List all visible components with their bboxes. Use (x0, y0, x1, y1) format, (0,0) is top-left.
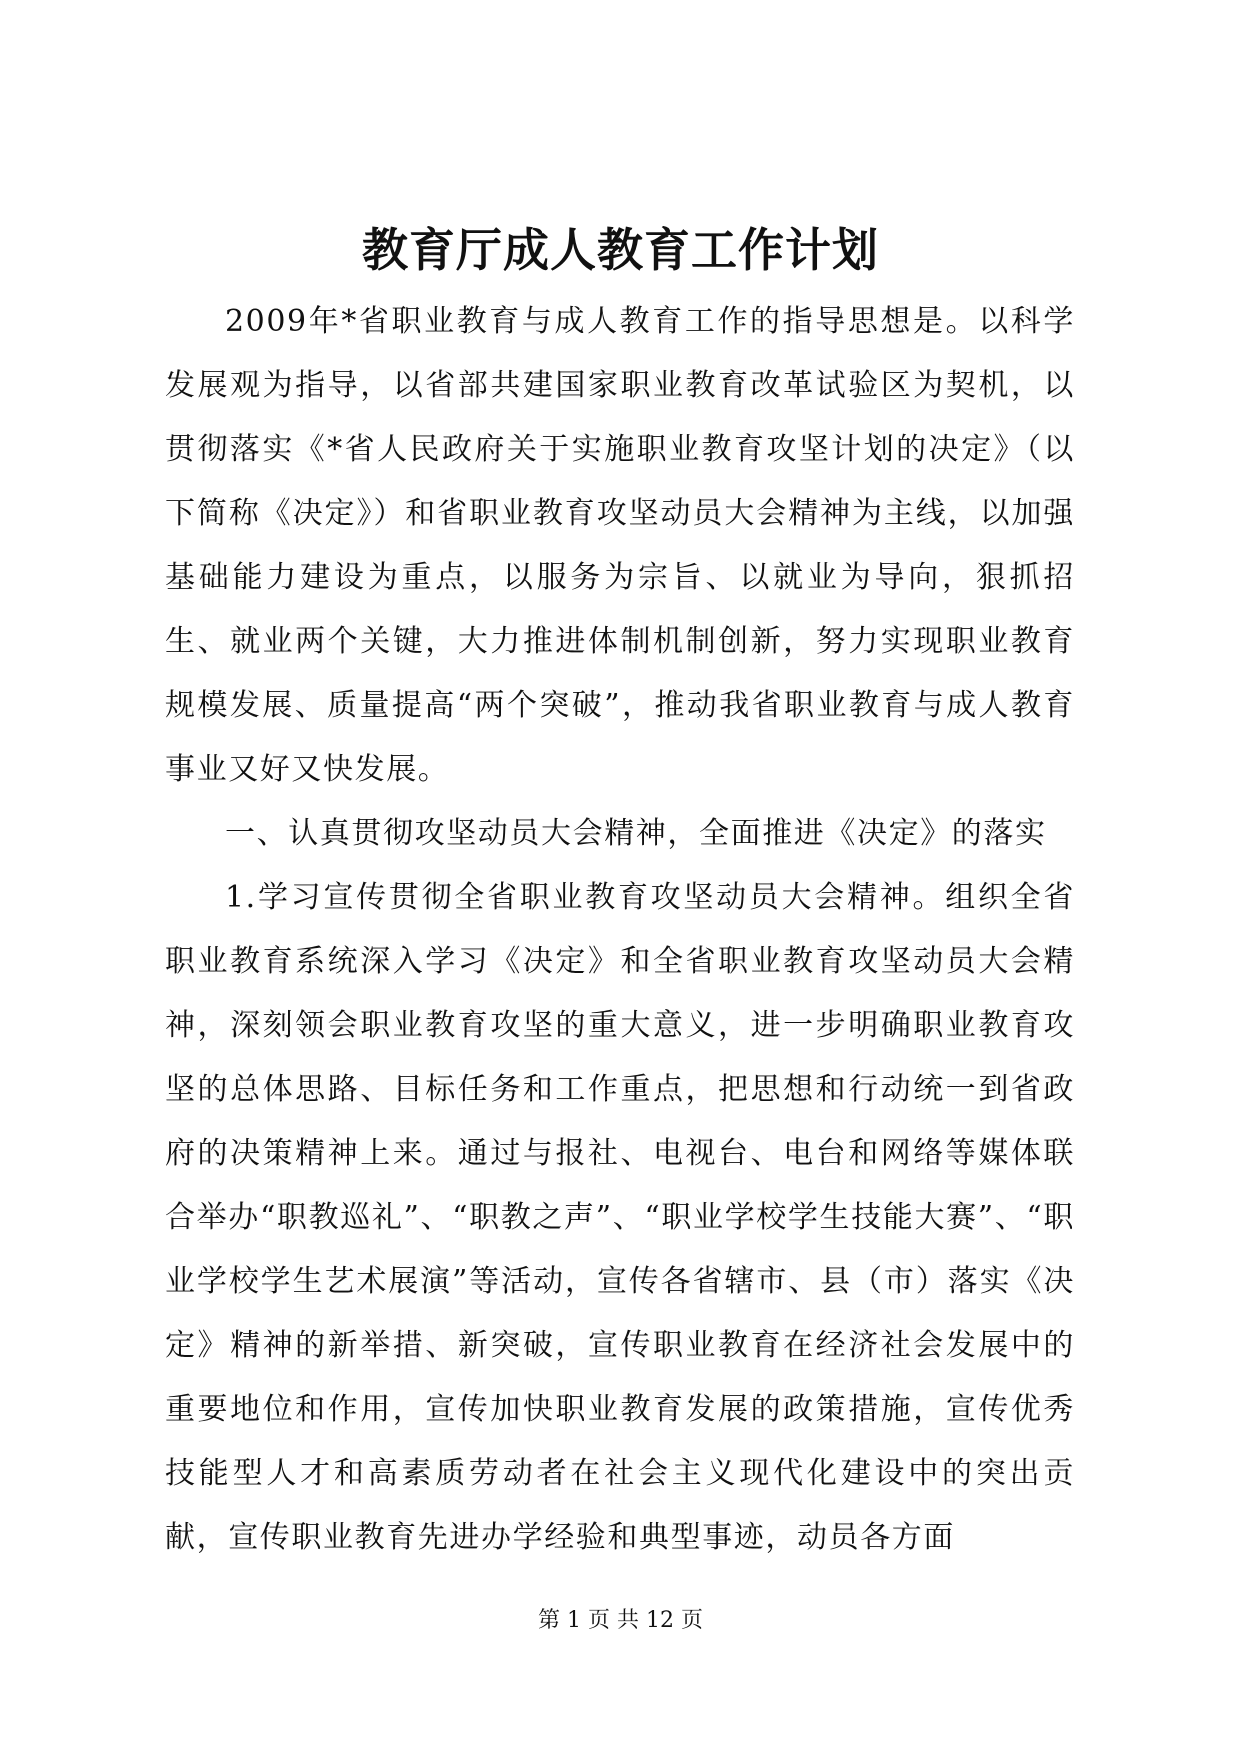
paragraph-guiding-ideology: 2009年*省职业教育与成人教育工作的指导思想是。以科学发展观为指导，以省部共建国家职业教育改革试验区为契机，以贯彻落实《*省人民政府关于实施职业教育攻坚计划的决定》（以下简称《决定》）和省职业教育攻坚动员大会精神为主线，以加强基础能力建设为重点，以服务为宗旨、以就业为导向，狠抓招生、就业两个关键，大力推进体制机制创新，努力实现职业教育规模发展、质量提高“两个突破”，推动我省职业教育与成人教育事业又好又快发展。 (165, 304, 1075, 787)
page-footer (0, 1606, 1241, 1636)
document-body (165, 290, 1075, 1570)
section-heading-1: 一、认真贯彻攻坚动员大会精神，全面推进《决定》的落实 (225, 816, 1047, 851)
paragraph-item-1: 1.学习宣传贯彻全省职业教育攻坚动员大会精神。组织全省职业教育系统深入学习《决定》和全省职业教育攻坚动员大会精神，深刻领会职业教育攻坚的重大意义，进一步明确职业教育攻坚的总体思路、目标任务和工作重点，把思想和行动统一到省政府的决策精神上来。通过与报社、电视台、电台和网络等媒体联合举办“职教巡礼”、“职教之声”、“职业学校学生技能大赛”、“职业学校学生艺术展演”等活动，宣传各省辖市、县（市）落实《决定》精神的新举措、新突破，宣传职业教育在经济社会发展中的重要地位和作用，宣传加快职业教育发展的政策措施，宣传优秀技能型人才和高素质劳动者在社会主义现代化建设中的突出贡献，宣传职业教育先进办学经验和典型事迹，动员各方面 (165, 880, 1075, 1555)
page-number: 第 1 页 共 12 页 (538, 1608, 703, 1633)
document-title: 教育厅成人教育工作计划 (362, 223, 879, 277)
